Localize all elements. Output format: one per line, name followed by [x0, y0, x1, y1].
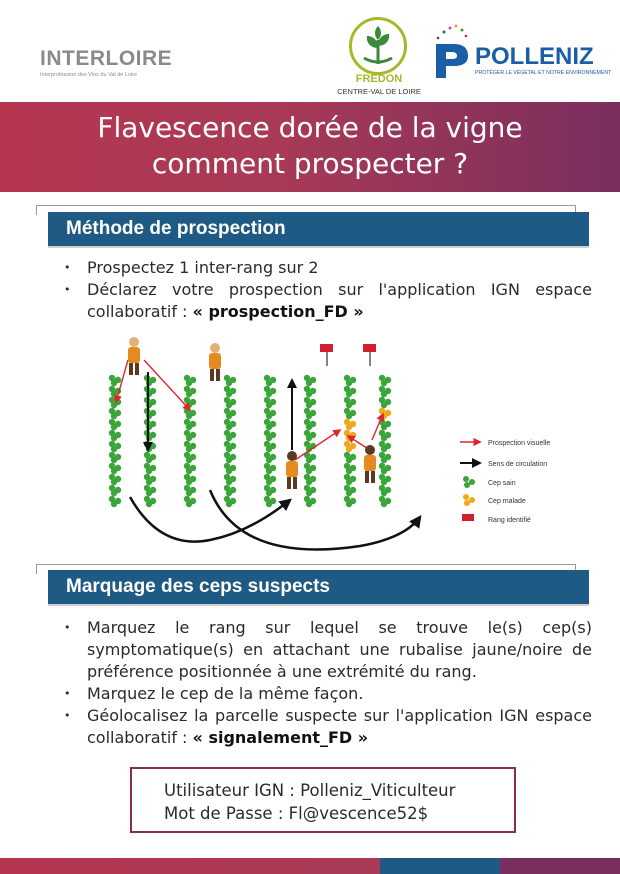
healthy-vine-icon [109, 452, 121, 463]
section2-bullets [64, 617, 592, 749]
healthy-vine-icon [379, 485, 391, 496]
healthy-vine-icon [109, 408, 121, 419]
vine-row [109, 375, 121, 507]
healthy-vine-icon [304, 496, 316, 507]
vine-row [224, 375, 236, 507]
healthy-vine-icon [344, 474, 356, 485]
healthy-vine-icon [379, 496, 391, 507]
healthy-vine-icon [264, 386, 276, 397]
polleniz-logo-icon [430, 22, 474, 80]
visual-arrow-icon [295, 430, 340, 460]
healthy-vine-icon [109, 474, 121, 485]
healthy-vine-icon [224, 375, 236, 386]
healthy-vine-icon [304, 474, 316, 485]
credentials-box [130, 767, 516, 833]
healthy-vine-icon [344, 496, 356, 507]
vine-row [304, 375, 316, 507]
healthy-vine-icon [304, 386, 316, 397]
sick-vine-icon [379, 408, 391, 419]
healthy-vine-icon [184, 375, 196, 386]
healthy-vine-icon [224, 419, 236, 430]
credentials-password: Mot de Passe : Fl@vescence52$ [164, 804, 429, 823]
healthy-vine-icon [184, 463, 196, 474]
vine-rows [109, 375, 391, 507]
healthy-vine-icon [344, 408, 356, 419]
healthy-vine-icon [184, 452, 196, 463]
healthy-vine-icon [344, 485, 356, 496]
healthy-vine-icon [224, 408, 236, 419]
healthy-vine-icon [344, 397, 356, 408]
section2-bullet1: • Marquez le rang sur lequel se trouve le(s) cep(s) symptomatique(s) en attachant une rubalise jaune/noire de préférence positionnée à une extrémité du rang. [64, 618, 592, 681]
person-icon [286, 451, 298, 489]
section2-bullet2: • Marquez le cep de la même façon. [64, 684, 364, 703]
healthy-vine-icon [184, 474, 196, 485]
healthy-vine-icon [224, 474, 236, 485]
healthy-vine-icon [224, 397, 236, 408]
healthy-vine-icon [109, 441, 121, 452]
healthy-vine-icon [264, 375, 276, 386]
healthy-vine-icon [304, 419, 316, 430]
healthy-vine-icon [224, 386, 236, 397]
legend-visual-label: Prospection visuelle [488, 440, 551, 447]
healthy-vine-icon [109, 485, 121, 496]
healthy-vine-icon [379, 441, 391, 452]
row-flag-icon [363, 344, 376, 366]
healthy-vine-icon [304, 430, 316, 441]
healthy-vine-icon [224, 496, 236, 507]
sick-vine-icon [344, 419, 356, 430]
healthy-vine-icon [184, 485, 196, 496]
healthy-vine-icon [304, 485, 316, 496]
healthy-vine-icon [304, 408, 316, 419]
healthy-vine-icon [304, 463, 316, 474]
healthy-vine-icon [144, 419, 156, 430]
healthy-vine-icon [109, 375, 121, 386]
healthy-vine-icon [304, 397, 316, 408]
vine-row [144, 375, 156, 507]
diagram-legend [460, 440, 550, 524]
legend-direction-label: Sens de circulation [488, 461, 548, 468]
legend-healthy-icon [463, 476, 475, 488]
signalement-code: « signalement_FD » [192, 728, 369, 747]
banner-title-line1: Flavescence dorée de la vigne [97, 111, 523, 144]
interloire-logo-name: INTERLOIRE [40, 47, 173, 70]
healthy-vine-icon [224, 485, 236, 496]
legend-identified-label: Rang identifié [488, 517, 531, 524]
healthy-vine-icon [144, 441, 156, 452]
healthy-vine-icon [379, 463, 391, 474]
healthy-vine-icon [304, 375, 316, 386]
prospection-diagram [100, 332, 580, 572]
healthy-vine-icon [379, 386, 391, 397]
interloire-logo-subtitle: Interprofession des Vins du Val de Loire [40, 72, 138, 78]
sick-vine-icon [344, 441, 356, 452]
healthy-vine-icon [344, 375, 356, 386]
polleniz-logo-name: POLLENIZ [475, 43, 594, 70]
vine-row [184, 375, 196, 507]
healthy-vine-icon [144, 496, 156, 507]
footer-band-blue [380, 858, 500, 874]
healthy-vine-icon [184, 441, 196, 452]
person-icon [209, 343, 221, 381]
healthy-vine-icon [379, 397, 391, 408]
healthy-vine-icon [144, 452, 156, 463]
healthy-vine-icon [144, 430, 156, 441]
section1-bullet1: • Prospectez 1 inter-rang sur 2 [64, 258, 319, 277]
healthy-vine-icon [264, 419, 276, 430]
healthy-vine-icon [379, 430, 391, 441]
legend-sick-label: Cep malade [488, 498, 526, 505]
fredon-logo-name: FREDON [355, 73, 403, 85]
healthy-vine-icon [109, 419, 121, 430]
vine-row [379, 375, 391, 507]
healthy-vine-icon [264, 452, 276, 463]
section1-title: Méthode de prospection [48, 212, 589, 246]
title-banner [0, 102, 620, 192]
healthy-vine-icon [144, 485, 156, 496]
banner-title-line2: comment prospecter ? [151, 147, 469, 180]
vine-row [264, 375, 276, 507]
healthy-vine-icon [224, 430, 236, 441]
healthy-vine-icon [344, 452, 356, 463]
person-icon [128, 337, 140, 375]
healthy-vine-icon [184, 496, 196, 507]
healthy-vine-icon [184, 386, 196, 397]
healthy-vine-icon [144, 375, 156, 386]
healthy-vine-icon [264, 397, 276, 408]
healthy-vine-icon [344, 463, 356, 474]
healthy-vine-icon [109, 496, 121, 507]
section2-bullet3: • Géolocalisez la parcelle suspecte sur l'application IGN espace collaboratif : « signalement_FD » [64, 706, 592, 747]
prospection-code: « prospection_FD » [192, 302, 364, 321]
healthy-vine-icon [144, 408, 156, 419]
healthy-vine-icon [144, 474, 156, 485]
section2-divider [48, 604, 589, 606]
section2-title: Marquage des ceps suspects [48, 570, 589, 604]
healthy-vine-icon [264, 408, 276, 419]
vine-row [344, 375, 356, 507]
fredon-logo-icon [349, 17, 407, 75]
healthy-vine-icon [224, 452, 236, 463]
healthy-vine-icon [144, 397, 156, 408]
fredon-logo-subtitle: CENTRE-VAL DE LOIRE [337, 87, 421, 96]
person-icon [364, 445, 376, 483]
healthy-vine-icon [264, 474, 276, 485]
polleniz-logo-subtitle: PROTÉGER LE VÉGÉTAL ET NOTRE ENVIRONNEMENT [475, 70, 612, 76]
section1-divider [48, 246, 589, 248]
healthy-vine-icon [184, 419, 196, 430]
legend-flag-icon [462, 514, 474, 521]
healthy-vine-icon [379, 474, 391, 485]
healthy-vine-icon [264, 463, 276, 474]
healthy-vine-icon [144, 463, 156, 474]
healthy-vine-icon [184, 430, 196, 441]
section1-bullets [64, 257, 592, 323]
healthy-vine-icon [344, 386, 356, 397]
credentials-user: Utilisateur IGN : Polleniz_Viticulteur [164, 781, 456, 800]
footer-band-red [0, 858, 380, 874]
legend-sick-icon [463, 494, 475, 506]
healthy-vine-icon [144, 386, 156, 397]
healthy-vine-icon [379, 375, 391, 386]
healthy-vine-icon [379, 452, 391, 463]
healthy-vine-icon [264, 430, 276, 441]
row-flag-icon [320, 344, 333, 366]
healthy-vine-icon [224, 463, 236, 474]
healthy-vine-icon [109, 463, 121, 474]
section1-bullet2: • Déclarez votre prospection sur l'application IGN espace collaboratif : « prospection_FD » [64, 280, 592, 321]
healthy-vine-icon [264, 496, 276, 507]
legend-healthy-label: Cep sain [488, 480, 516, 487]
healthy-vine-icon [224, 441, 236, 452]
footer-band-purple [500, 858, 620, 874]
healthy-vine-icon [184, 397, 196, 408]
healthy-vine-icon [264, 485, 276, 496]
healthy-vine-icon [264, 441, 276, 452]
healthy-vine-icon [109, 430, 121, 441]
healthy-vine-icon [109, 397, 121, 408]
